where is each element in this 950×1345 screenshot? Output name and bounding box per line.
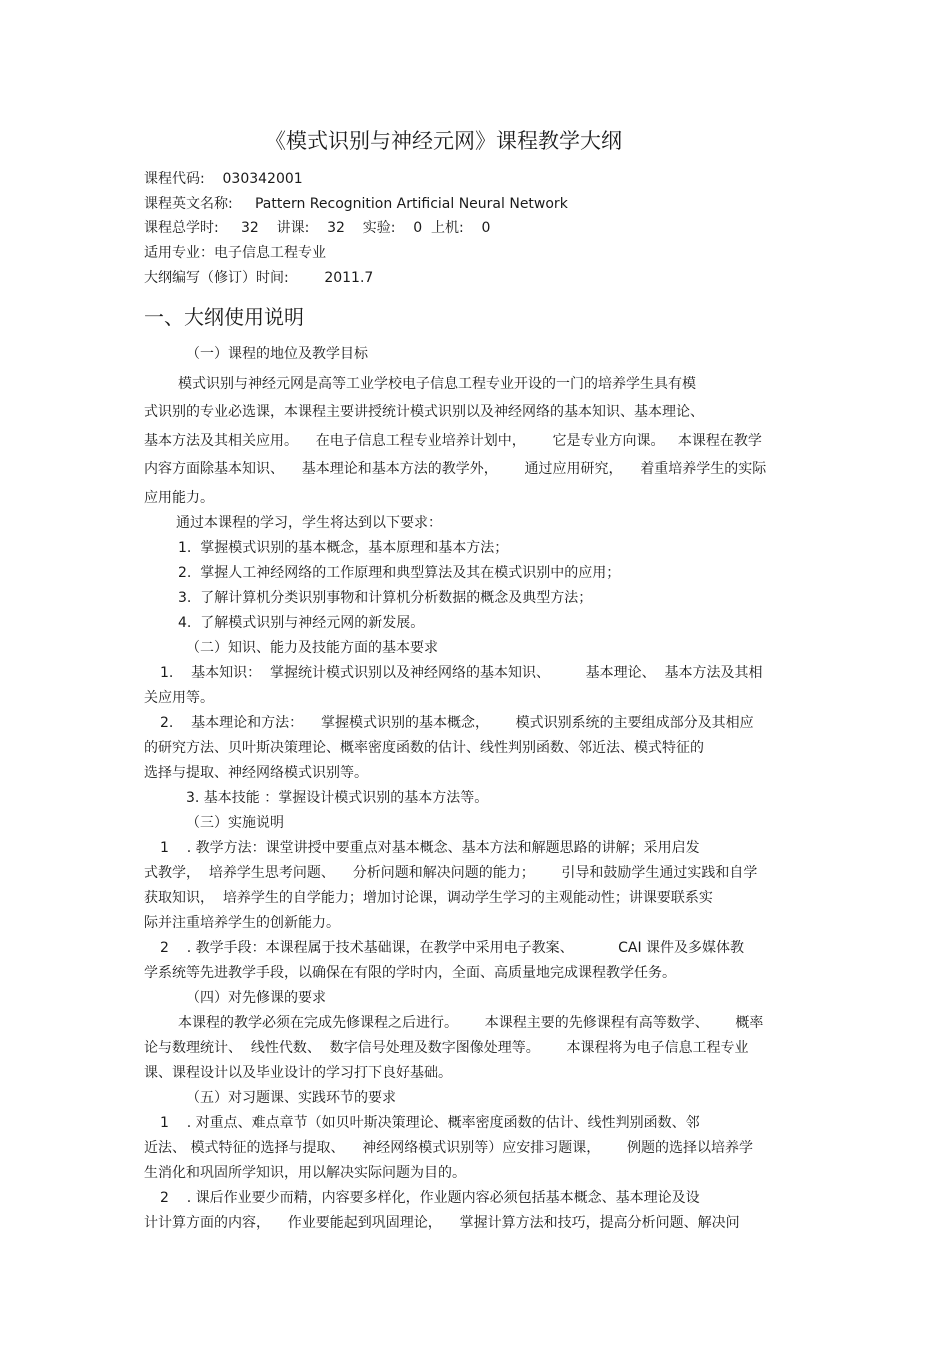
course-code: 课程代码: 030342001 bbox=[144, 171, 303, 187]
subsection-heading: （一）课程的地位及教学目标 bbox=[186, 346, 368, 362]
paragraph-line: 近法、 模式特征的选择与提取、 神经网络模式识别等）应安排习题课， 例题的选择以培养学 bbox=[144, 1140, 753, 1156]
paragraph-line: 论与数理统计、 线性代数、 数字信号处理及数字图像处理等。 本课程将为电子信息工程专业 bbox=[144, 1040, 749, 1056]
subsection-heading: （二）知识、能力及技能方面的基本要求 bbox=[186, 640, 438, 656]
document-title: 《模式识别与神经元网》课程教学大纲 bbox=[265, 129, 622, 153]
paragraph-line: 计计算方面的内容， 作业要能起到巩固理论， 掌握计算方法和技巧，提高分析问题、解决问 bbox=[144, 1215, 740, 1231]
written-date: 大纲编写（修订）时间: 2011.7 bbox=[144, 270, 374, 286]
paragraph-line: 的研究方法、贝叶斯决策理论、概率密度函数的估计、线性判别函数、邻近法、模式特征的 bbox=[144, 740, 704, 756]
subsection-heading: （三）实施说明 bbox=[186, 815, 284, 831]
paragraph-line: 通过本课程的学习，学生将达到以下要求： bbox=[176, 515, 442, 531]
paragraph-line: 内容方面除基本知识、 基本理论和基本方法的教学外， 通过应用研究， 着重培养学生的实际 bbox=[144, 461, 767, 477]
paragraph-line: 关应用等。 bbox=[144, 690, 214, 706]
subsection-heading: （五）对习题课、实践环节的要求 bbox=[186, 1090, 396, 1106]
paragraph-line: 基本方法及其相关应用。 在电子信息工程专业培养计划中， 它是专业方向课。 本课程在教学 bbox=[144, 433, 762, 449]
list-item: 1. 掌握模式识别的基本概念，基本原理和基本方法； bbox=[178, 540, 509, 556]
paragraph-line: 模式识别与神经元网是高等工业学校电子信息工程专业开设的一门的培养学生具有模 bbox=[178, 376, 696, 392]
applicable-major: 适用专业：电子信息工程专业 bbox=[144, 245, 326, 261]
paragraph-line: 1. 基本知识： 掌握统计模式识别以及神经网络的基本知识、 基本理论、 基本方法及其相 bbox=[160, 665, 763, 681]
paragraph-line: 本课程的教学必须在完成先修课程之后进行。 本课程主要的先修课程有高等数学、 概率 bbox=[178, 1015, 764, 1031]
paragraph-line: 式教学， 培养学生思考问题、 分析问题和解决问题的能力； 引导和鼓励学生通过实践和自学 bbox=[144, 865, 758, 881]
paragraph-line: 应用能力。 bbox=[144, 490, 214, 506]
paragraph-line: 2. 基本理论和方法： 掌握模式识别的基本概念， 模式识别系统的主要组成部分及其相应 bbox=[160, 715, 754, 731]
paragraph-line: 学系统等先进教学手段，以确保在有限的学时内，全面、高质量地完成课程教学任务。 bbox=[144, 965, 676, 981]
course-english-name: 课程英文名称: Pattern Recognition Artificial Neural Network bbox=[144, 196, 568, 212]
list-item: 2. 掌握人工神经网络的工作原理和典型算法及其在模式识别中的应用； bbox=[178, 565, 621, 581]
paragraph-line: 生消化和巩固所学知识，用以解决实际问题为目的。 bbox=[144, 1165, 466, 1181]
paragraph-line: 1 . 对重点、难点章节（如贝叶斯决策理论、概率密度函数的估计、线性判别函数、邻 bbox=[160, 1115, 700, 1131]
paragraph-line: 2 . 教学手段：本课程属于技术基础课，在教学中采用电子教案、 CAI 课件及多媒体教 bbox=[160, 940, 745, 956]
paragraph-line: 际并注重培养学生的创新能力。 bbox=[144, 915, 340, 931]
paragraph-line: 3. 基本技能 ：掌握设计模式识别的基本方法等。 bbox=[186, 790, 489, 806]
paragraph-line: 式识别的专业必选课，本课程主要讲授统计模式识别以及神经网络的基本知识、基本理论、 bbox=[144, 404, 704, 420]
list-item: 4. 了解模式识别与神经元网的新发展。 bbox=[178, 615, 425, 631]
list-item: 3. 了解计算机分类识别事物和计算机分析数据的概念及典型方法； bbox=[178, 590, 593, 606]
paragraph-line: 2 . 课后作业要少而精，内容要多样化，作业题内容必须包括基本概念、基本理论及设 bbox=[160, 1190, 700, 1206]
course-hours: 课程总学时: 32 讲课: 32 实验: 0 上机: 0 bbox=[144, 220, 491, 236]
section-heading: 一、大纲使用说明 bbox=[144, 305, 304, 329]
paragraph-line: 课、课程设计以及毕业设计的学习打下良好基础。 bbox=[144, 1065, 452, 1081]
paragraph-line: 获取知识， 培养学生的自学能力；增加讨论课，调动学生学习的主观能动性；讲课要联系实 bbox=[144, 890, 713, 906]
paragraph-line: 选择与提取、神经网络模式识别等。 bbox=[144, 765, 368, 781]
subsection-heading: （四）对先修课的要求 bbox=[186, 990, 326, 1006]
paragraph-line: 1 . 教学方法：课堂讲授中要重点对基本概念、基本方法和解题思路的讲解；采用启发 bbox=[160, 840, 700, 856]
